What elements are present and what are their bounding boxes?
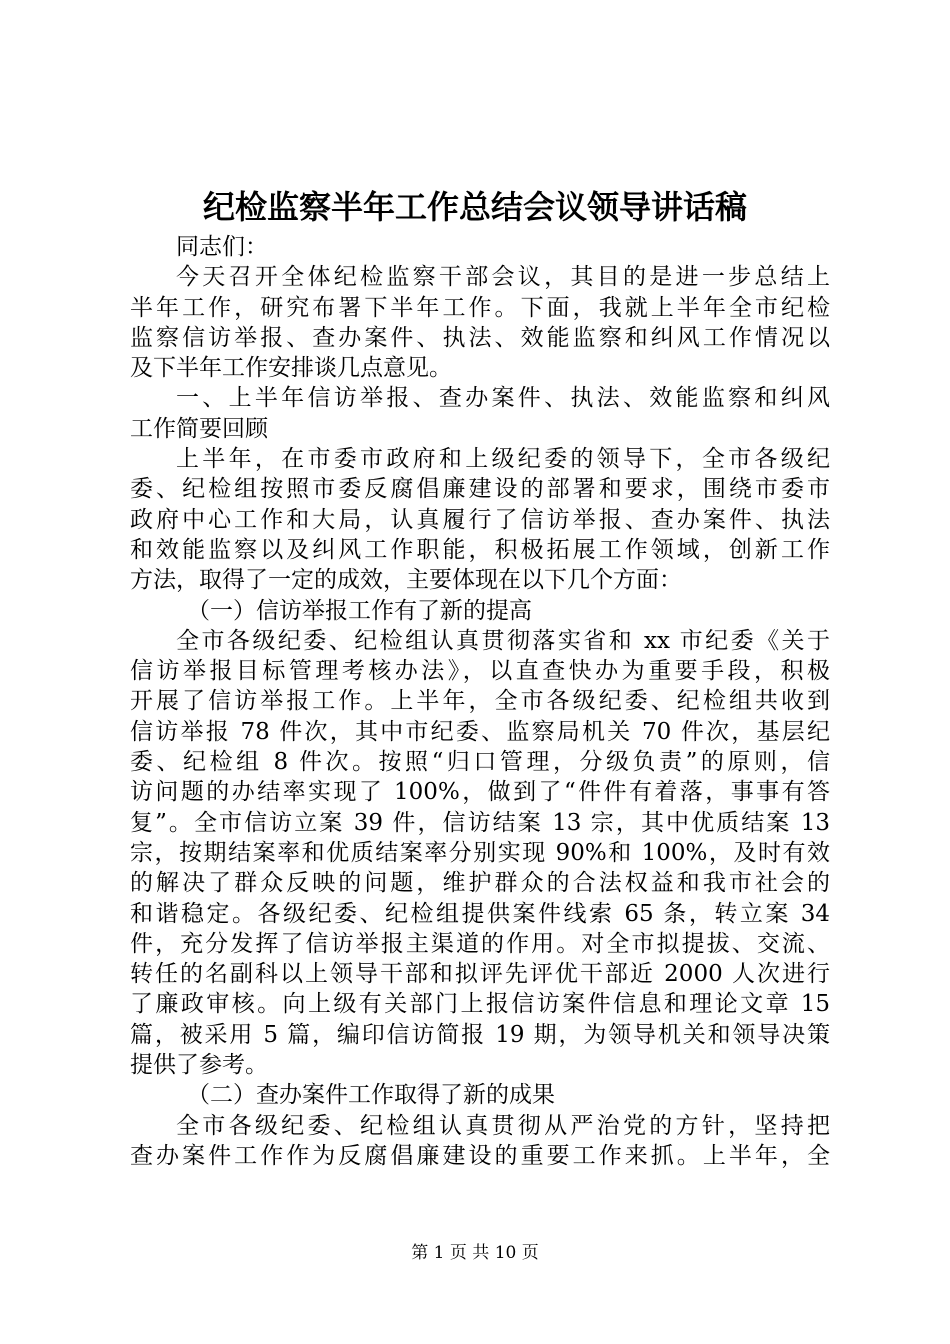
paragraph-line: 监察信访举报、查办案件、执法、效能监察和纠风工作情况以	[130, 324, 830, 351]
paragraph-line: 的解决了群众反映的问题，维护群众的合法权益和我市社会的	[130, 870, 830, 897]
page-footer: 第 1 页 共 10 页	[411, 1243, 539, 1263]
subsection-heading: （一）信访举报工作有了新的提高	[187, 597, 532, 624]
paragraph-line: 查办案件工作作为反腐倡廉建设的重要工作来抓。上半年，全	[130, 1142, 830, 1169]
section-heading-line: 工作简要回顾	[130, 415, 268, 442]
paragraph-line: 及下半年工作安排谈几点意见。	[130, 355, 452, 382]
paragraph-line: 全市各级纪委、纪检组认真贯彻从严治党的方针，坚持把	[176, 1112, 830, 1139]
paragraph-line: 复”。全市信访立案 39 件，信访结案 13 宗，其中优质结案 13	[130, 809, 830, 836]
paragraph-line: 提供了参考。	[130, 1052, 268, 1079]
paragraph-line: 半年工作，研究布署下半年工作。下面，我就上半年全市纪检	[130, 294, 830, 321]
paragraph-line: 委、纪检组 8 件次。按照“归口管理，分级负责”的原则，信	[130, 749, 830, 776]
paragraph-line: 和效能监察以及纠风工作职能，积极拓展工作领域，创新工作	[130, 536, 830, 563]
paragraph-line: 转任的名副科以上领导干部和拟评先评优干部近 2000 人次进行	[130, 961, 830, 988]
paragraph-line: 篇，被采用 5 篇，编印信访简报 19 期，为领导机关和领导决策	[130, 1021, 830, 1048]
paragraph-line: 方法，取得了一定的成效，主要体现在以下几个方面：	[130, 567, 682, 594]
paragraph-line: 了廉政审核。向上级有关部门上报信访案件信息和理论文章 15	[130, 991, 830, 1018]
paragraph-line: 今天召开全体纪检监察干部会议，其目的是进一步总结上	[176, 264, 830, 291]
paragraph-line: 政府中心工作和大局，认真履行了信访举报、查办案件、执法	[130, 506, 830, 533]
document-body	[130, 232, 830, 1171]
paragraph-line: 信访举报 78 件次，其中市纪委、监察局机关 70 件次，基层纪	[130, 718, 830, 745]
paragraph-line: 访问题的办结率实现了 100%，做到了“件件有着落，事事有答	[130, 779, 830, 806]
section-heading-line: 一、上半年信访举报、查办案件、执法、效能监察和纠风	[176, 385, 830, 412]
paragraph-line: 委、纪检组按照市委反腐倡廉建设的部署和要求，围绕市委市	[130, 476, 830, 503]
subsection-heading: （二）查办案件工作取得了新的成果	[187, 1082, 555, 1109]
paragraph-line: 上半年，在市委市政府和上级纪委的领导下，全市各级纪	[176, 446, 830, 473]
document-title: 纪检监察半年工作总结会议领导讲话稿	[202, 188, 747, 226]
paragraph-line: 全市各级纪委、纪检组认真贯彻落实省和 xx 市纪委《关于	[176, 627, 830, 654]
paragraph-line: 开展了信访举报工作。上半年，全市各级纪委、纪检组共收到	[130, 688, 830, 715]
paragraph-line: 和谐稳定。各级纪委、纪检组提供案件线索 65 条，转立案 34	[130, 900, 830, 927]
salutation: 同志们：	[176, 234, 268, 260]
paragraph-line: 宗，按期结案率和优质结案率分别实现 90%和 100%，及时有效	[130, 839, 830, 866]
paragraph-line: 信访举报目标管理考核办法》，以直查快办为重要手段，积极	[130, 658, 830, 685]
paragraph-line: 件，充分发挥了信访举报主渠道的作用。对全市拟提拔、交流、	[130, 930, 830, 957]
